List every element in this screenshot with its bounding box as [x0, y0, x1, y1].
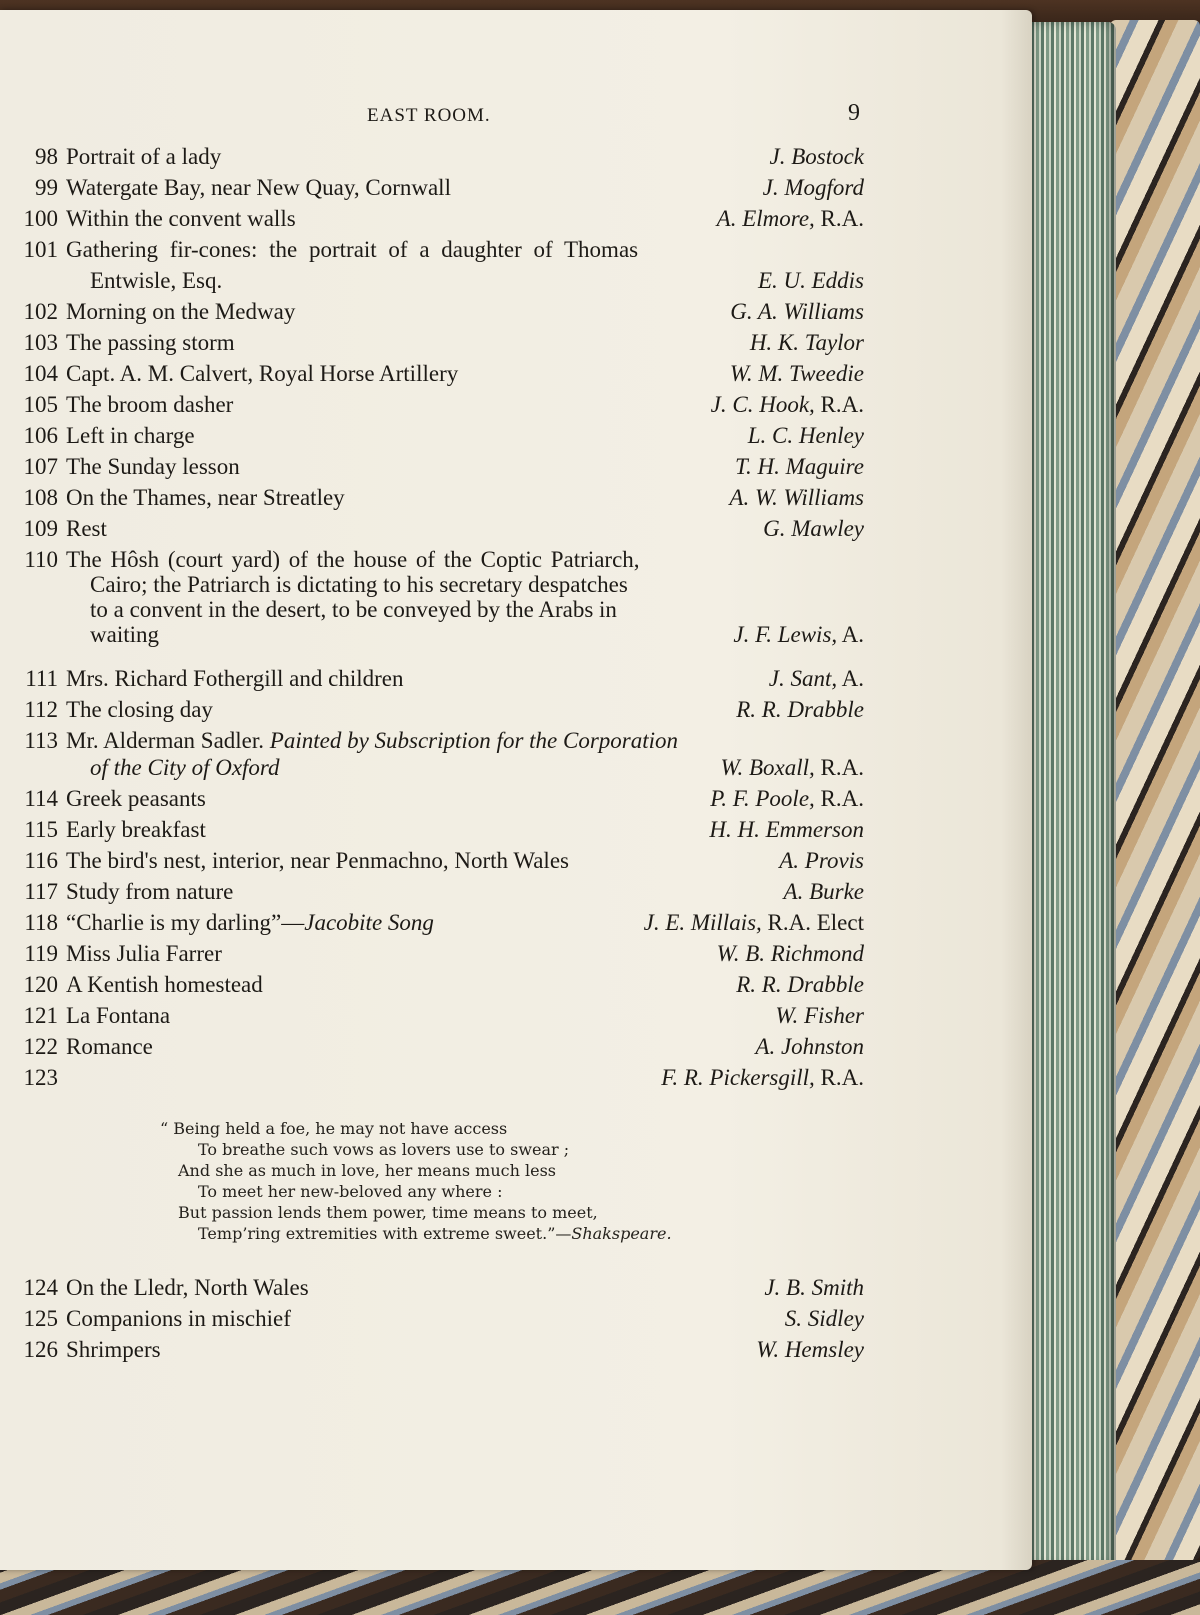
entry-title: Early breakfast — [66, 817, 206, 842]
verse-line: To breathe such vows as lovers use to swear ; — [198, 1140, 570, 1159]
entry-title: The broom dasher — [66, 392, 234, 417]
entry-title: A Kentish homestead — [66, 972, 263, 997]
entry-title: Portrait of a lady — [66, 144, 222, 169]
verse-quotation — [160, 1118, 672, 1244]
entry-number: 110 — [24, 547, 58, 572]
entry-artist: S. Sidley — [784, 1306, 864, 1331]
page-title: EAST ROOM. — [367, 105, 491, 126]
entry-number: 121 — [23, 1003, 58, 1028]
entry-number: 102 — [23, 299, 58, 324]
entry-title: On the Thames, near Streatley — [66, 485, 345, 510]
entry-title: Mr. Alderman Sadler. Painted by Subscription for the Corporation — [66, 728, 679, 753]
entry-artist: H. H. Emmerson — [709, 817, 864, 842]
entry-title: The passing storm — [66, 330, 235, 355]
entry-title: The bird's nest, interior, near Penmachno, North Wales — [66, 848, 569, 873]
entry-artist: J. Sant, A. — [768, 666, 864, 691]
entry-title: The closing day — [66, 697, 213, 722]
entry-title: Shrimpers — [66, 1337, 161, 1362]
entry-title: Rest — [66, 516, 107, 541]
entry-number: 117 — [24, 879, 58, 904]
entry-artist: J. Bostock — [769, 144, 864, 169]
entry-number: 100 — [23, 206, 58, 231]
entry-artist: W. Hemsley — [756, 1337, 864, 1362]
entry-artist: G. A. Williams — [730, 299, 864, 324]
entry-number: 104 — [23, 361, 58, 386]
entry-artist: R. R. Drabble — [736, 972, 864, 997]
verse-line: But passion lends them power, time means to meet, — [178, 1203, 598, 1222]
entry-title-continued: of the City of Oxford — [90, 755, 280, 780]
entry-artist: T. H. Maguire — [734, 454, 864, 479]
entry-artist: A. Burke — [783, 879, 864, 904]
entry-title-continued: waiting — [90, 622, 159, 647]
entry-number: 123 — [23, 1065, 58, 1090]
marbled-endpaper — [1110, 20, 1200, 1560]
entry-number: 99 — [35, 175, 58, 200]
entry-title: Miss Julia Farrer — [66, 941, 222, 966]
entry-number: 112 — [24, 697, 58, 722]
entry-artist: P. F. Poole, R.A. — [710, 786, 864, 811]
entry-artist: E. U. Eddis — [757, 268, 864, 293]
entry-number: 114 — [24, 786, 58, 811]
entry-title-continued: Entwisle, Esq. — [90, 268, 223, 293]
entry-title: Study from nature — [66, 879, 234, 904]
entry-title: Romance — [66, 1034, 153, 1059]
entry-title: La Fontana — [66, 1003, 171, 1028]
entry-number: 115 — [24, 817, 58, 842]
entry-title: Greek peasants — [66, 786, 206, 811]
entry-title: Gathering fir-cones: the portrait of a daughter of Thomas — [66, 237, 639, 262]
entry-title: The Hôsh (court yard) of the house of the Coptic Patriarch, — [66, 547, 640, 572]
entry-number: 107 — [23, 454, 58, 479]
page-number: 9 — [848, 100, 860, 126]
entry-number: 124 — [23, 1275, 58, 1300]
entry-title: Left in charge — [66, 423, 195, 448]
entry-title: On the Lledr, North Wales — [66, 1275, 309, 1300]
entry-artist: W. B. Richmond — [716, 941, 864, 966]
entry-number: 126 — [23, 1337, 58, 1362]
entry-number: 105 — [23, 392, 58, 417]
entry-number: 116 — [24, 848, 58, 873]
entry-artist: A. Elmore, R.A. — [716, 206, 864, 231]
entry-artist: H. K. Taylor — [749, 330, 864, 355]
verse-line: And she as much in love, her means much less — [178, 1161, 556, 1180]
entry-artist: J. Mogford — [762, 175, 864, 200]
entry-title: The Sunday lesson — [66, 454, 240, 479]
entry-title: “Charlie is my darling”—Jacobite Song — [66, 910, 434, 935]
entry-artist: J. F. Lewis, A. — [733, 622, 864, 647]
entry-title: Capt. A. M. Calvert, Royal Horse Artillery — [66, 361, 459, 386]
entry-artist: F. R. Pickersgill, R.A. — [661, 1065, 864, 1090]
verse-line: To meet her new-beloved any where : — [198, 1182, 503, 1201]
entry-number: 118 — [24, 910, 58, 935]
entry-artist: A. W. Williams — [729, 485, 864, 510]
entry-title-continued: Cairo; the Patriarch is dictating to his secretary despatches — [90, 572, 628, 597]
entry-artist: J. B. Smith — [764, 1275, 864, 1300]
entry-number: 111 — [25, 666, 58, 691]
entry-number: 98 — [35, 144, 58, 169]
entry-artist: W. M. Tweedie — [729, 361, 864, 386]
verse-line: Temp’ring extremities with extreme sweet.”—Shakspeare. — [198, 1224, 672, 1243]
entry-title: Companions in mischief — [66, 1306, 291, 1331]
entry-artist: L. C. Henley — [747, 423, 864, 448]
entry-artist: R. R. Drabble — [736, 697, 864, 722]
entry-title: Mrs. Richard Fothergill and children — [66, 666, 404, 691]
entry-number: 125 — [23, 1306, 58, 1331]
verse-line: “ Being held a foe, he may not have access — [160, 1119, 508, 1138]
entry-artist: A. Provis — [779, 848, 864, 873]
entry-title: Within the convent walls — [66, 206, 296, 231]
entry-artist: W. Boxall, R.A. — [720, 755, 864, 780]
entry-number: 119 — [24, 941, 58, 966]
entry-number: 109 — [23, 516, 58, 541]
entry-artist: A. Johnston — [755, 1034, 864, 1059]
entry-number: 108 — [23, 485, 58, 510]
page-edges — [1026, 22, 1116, 1567]
entry-number: 113 — [24, 728, 58, 753]
entry-number: 106 — [23, 423, 58, 448]
entry-artist: J. C. Hook, R.A. — [710, 392, 864, 417]
entry-title: Watergate Bay, near New Quay, Cornwall — [66, 175, 451, 200]
entry-artist: J. E. Millais, R.A. Elect — [643, 910, 864, 935]
entry-title: Morning on the Medway — [66, 299, 296, 324]
entry-number: 122 — [23, 1034, 58, 1059]
catalogue-page — [0, 10, 1032, 1570]
entry-number: 103 — [23, 330, 58, 355]
entry-artist: W. Fisher — [775, 1003, 864, 1028]
entry-artist: G. Mawley — [763, 516, 864, 541]
quote-source: Shakspeare. — [571, 1224, 672, 1243]
entry-title-continued: to a convent in the desert, to be conveyed by the Arabs in — [90, 597, 617, 622]
entry-number: 120 — [23, 972, 58, 997]
running-header — [0, 93, 1032, 133]
entry-number: 101 — [23, 237, 58, 262]
